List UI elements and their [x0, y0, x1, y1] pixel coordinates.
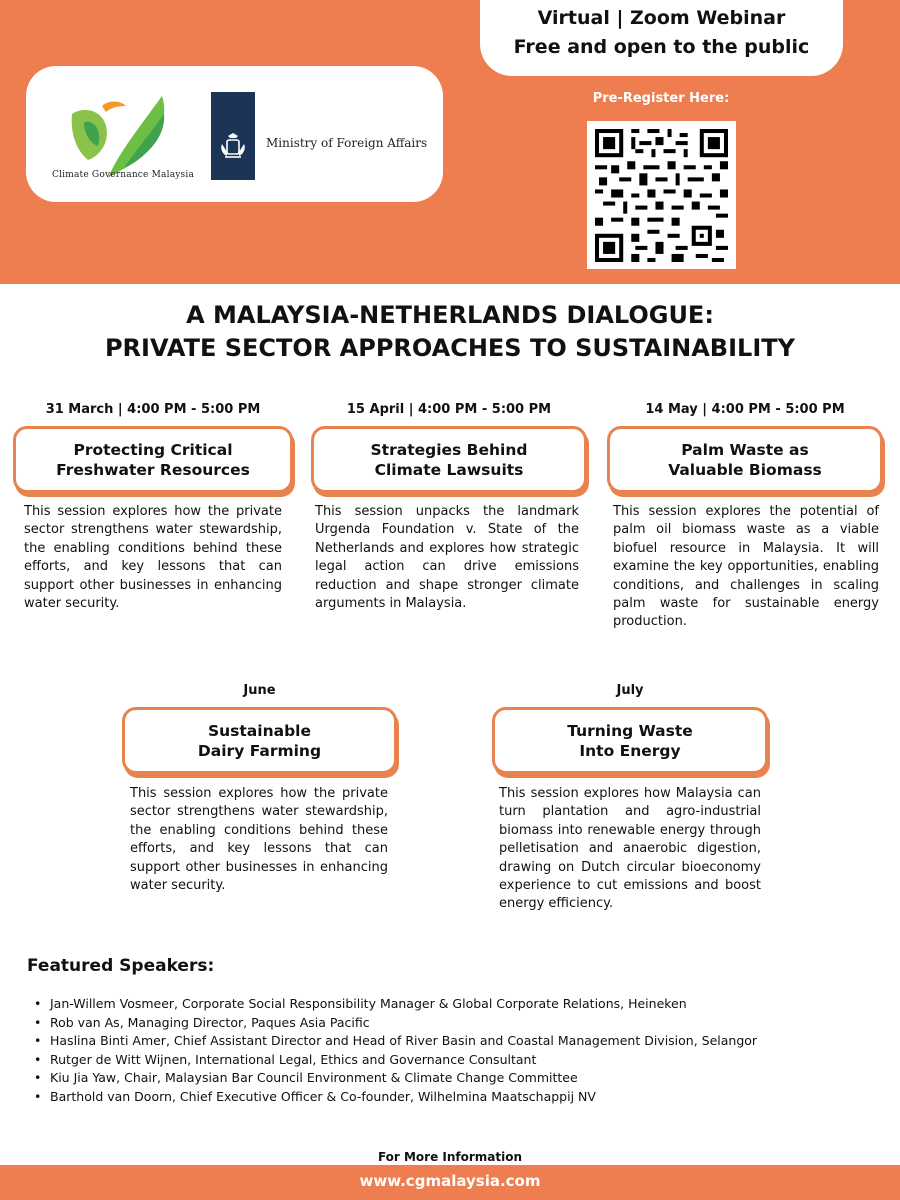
session-date: June: [243, 683, 276, 698]
qr-code-icon: [595, 129, 728, 262]
session-title-box: [13, 426, 293, 493]
session-title-box: [492, 707, 768, 774]
session-description: This session explores how Malaysia can turn plantation and agro-industrial biomass into renewable energy through pelletisation and anaerobic digestion, drawing on Dutch circular bioeconomy experience to cut emissions and boost energy efficiency.: [499, 786, 761, 912]
netherlands-emblem: [211, 92, 255, 180]
webinar-format: Virtual | Zoom Webinar: [537, 7, 786, 29]
title-line-2: PRIVATE SECTOR APPROACHES TO SUSTAINABILITY: [104, 334, 796, 362]
session-title-box: [122, 707, 397, 774]
partner-logos-panel: [26, 66, 443, 202]
speaker-item: • Haslina Binti Amer, Chief Assistant Director and Head of River Basin and Coastal Management Division, Selangor: [34, 1032, 864, 1051]
website-link[interactable]: www.cgmalaysia.com: [359, 1172, 541, 1190]
ministry-name: Ministry of Foreign Affairs: [266, 136, 428, 150]
registration-qr-code[interactable]: [587, 121, 736, 269]
speaker-list: [34, 995, 864, 1106]
speaker-item: • Barthold van Doorn, Chief Executive Officer & Co-founder, Wilhelmina Maatschappij NV: [34, 1088, 864, 1107]
header-band: [0, 0, 900, 284]
speaker-item: • Rob van As, Managing Director, Paques Asia Pacific: [34, 1014, 864, 1033]
session-card-april: [311, 402, 587, 632]
session-card-june: [122, 683, 397, 918]
webinar-info-panel: [480, 0, 843, 76]
session-description: This session explores how the private sector strengthens water stewardship, the enabling conditions behind these efforts, and key lessons that can support other businesses in enhancing water security.: [24, 504, 282, 612]
session-title: Strategies Behind Climate Lawsuits: [370, 440, 528, 479]
cgm-name: Climate Governance Malaysia: [51, 170, 195, 180]
session-title: Palm Waste as Valuable Biomass: [668, 440, 822, 479]
preregister-label: Pre-Register Here:: [592, 91, 730, 106]
session-card-may: [607, 402, 883, 652]
session-description: This session unpacks the landmark Urgenda Foundation v. State of the Netherlands and explores how strategic legal action can drive emissions reduction and shape stronger climate arguments in Malaysia.: [315, 504, 579, 612]
title-line-1: A MALAYSIA-NETHERLANDS DIALOGUE:: [186, 301, 714, 329]
speaker-item: • Kiu Jia Yaw, Chair, Malaysian Bar Council Environment & Climate Change Committee: [34, 1069, 864, 1088]
session-title-box: [607, 426, 883, 493]
page-title: [0, 299, 900, 365]
session-title: Sustainable Dairy Farming: [197, 721, 322, 760]
session-date: 15 April | 4:00 PM - 5:00 PM: [346, 402, 552, 417]
session-description: This session explores how the private sector strengthens water stewardship, the enabling conditions behind these efforts, and key lessons that can support other businesses in enhancing water security.: [130, 786, 388, 894]
session-description: This session explores the potential of palm oil biomass waste as a viable biofuel resource in Malaysia. It will examine the key opportunities, enabling conditions, and challenges in scaling palm waste for sustainable energy production.: [613, 504, 879, 630]
footer-band: [0, 1165, 900, 1200]
session-title-box: [311, 426, 587, 493]
session-date: 14 May | 4:00 PM - 5:00 PM: [645, 402, 845, 417]
session-date: 31 March | 4:00 PM - 5:00 PM: [45, 402, 261, 417]
session-title: Protecting Critical Freshwater Resources: [56, 440, 250, 479]
royal-crest-icon: [218, 132, 248, 162]
session-date: July: [616, 683, 644, 698]
speaker-item: • Rutger de Witt Wijnen, International Legal, Ethics and Governance Consultant: [34, 1051, 864, 1070]
webinar-access: Free and open to the public: [513, 36, 810, 58]
session-card-july: [492, 683, 768, 933]
session-card-march: [13, 402, 293, 632]
session-title: Turning Waste Into Energy: [567, 721, 693, 760]
featured-speakers-heading: Featured Speakers:: [27, 956, 215, 976]
more-info-label: For More Information: [377, 1150, 523, 1164]
speaker-item: • Jan-Willem Vosmeer, Corporate Social Responsibility Manager & Global Corporate Relations, Heineken: [34, 995, 864, 1014]
